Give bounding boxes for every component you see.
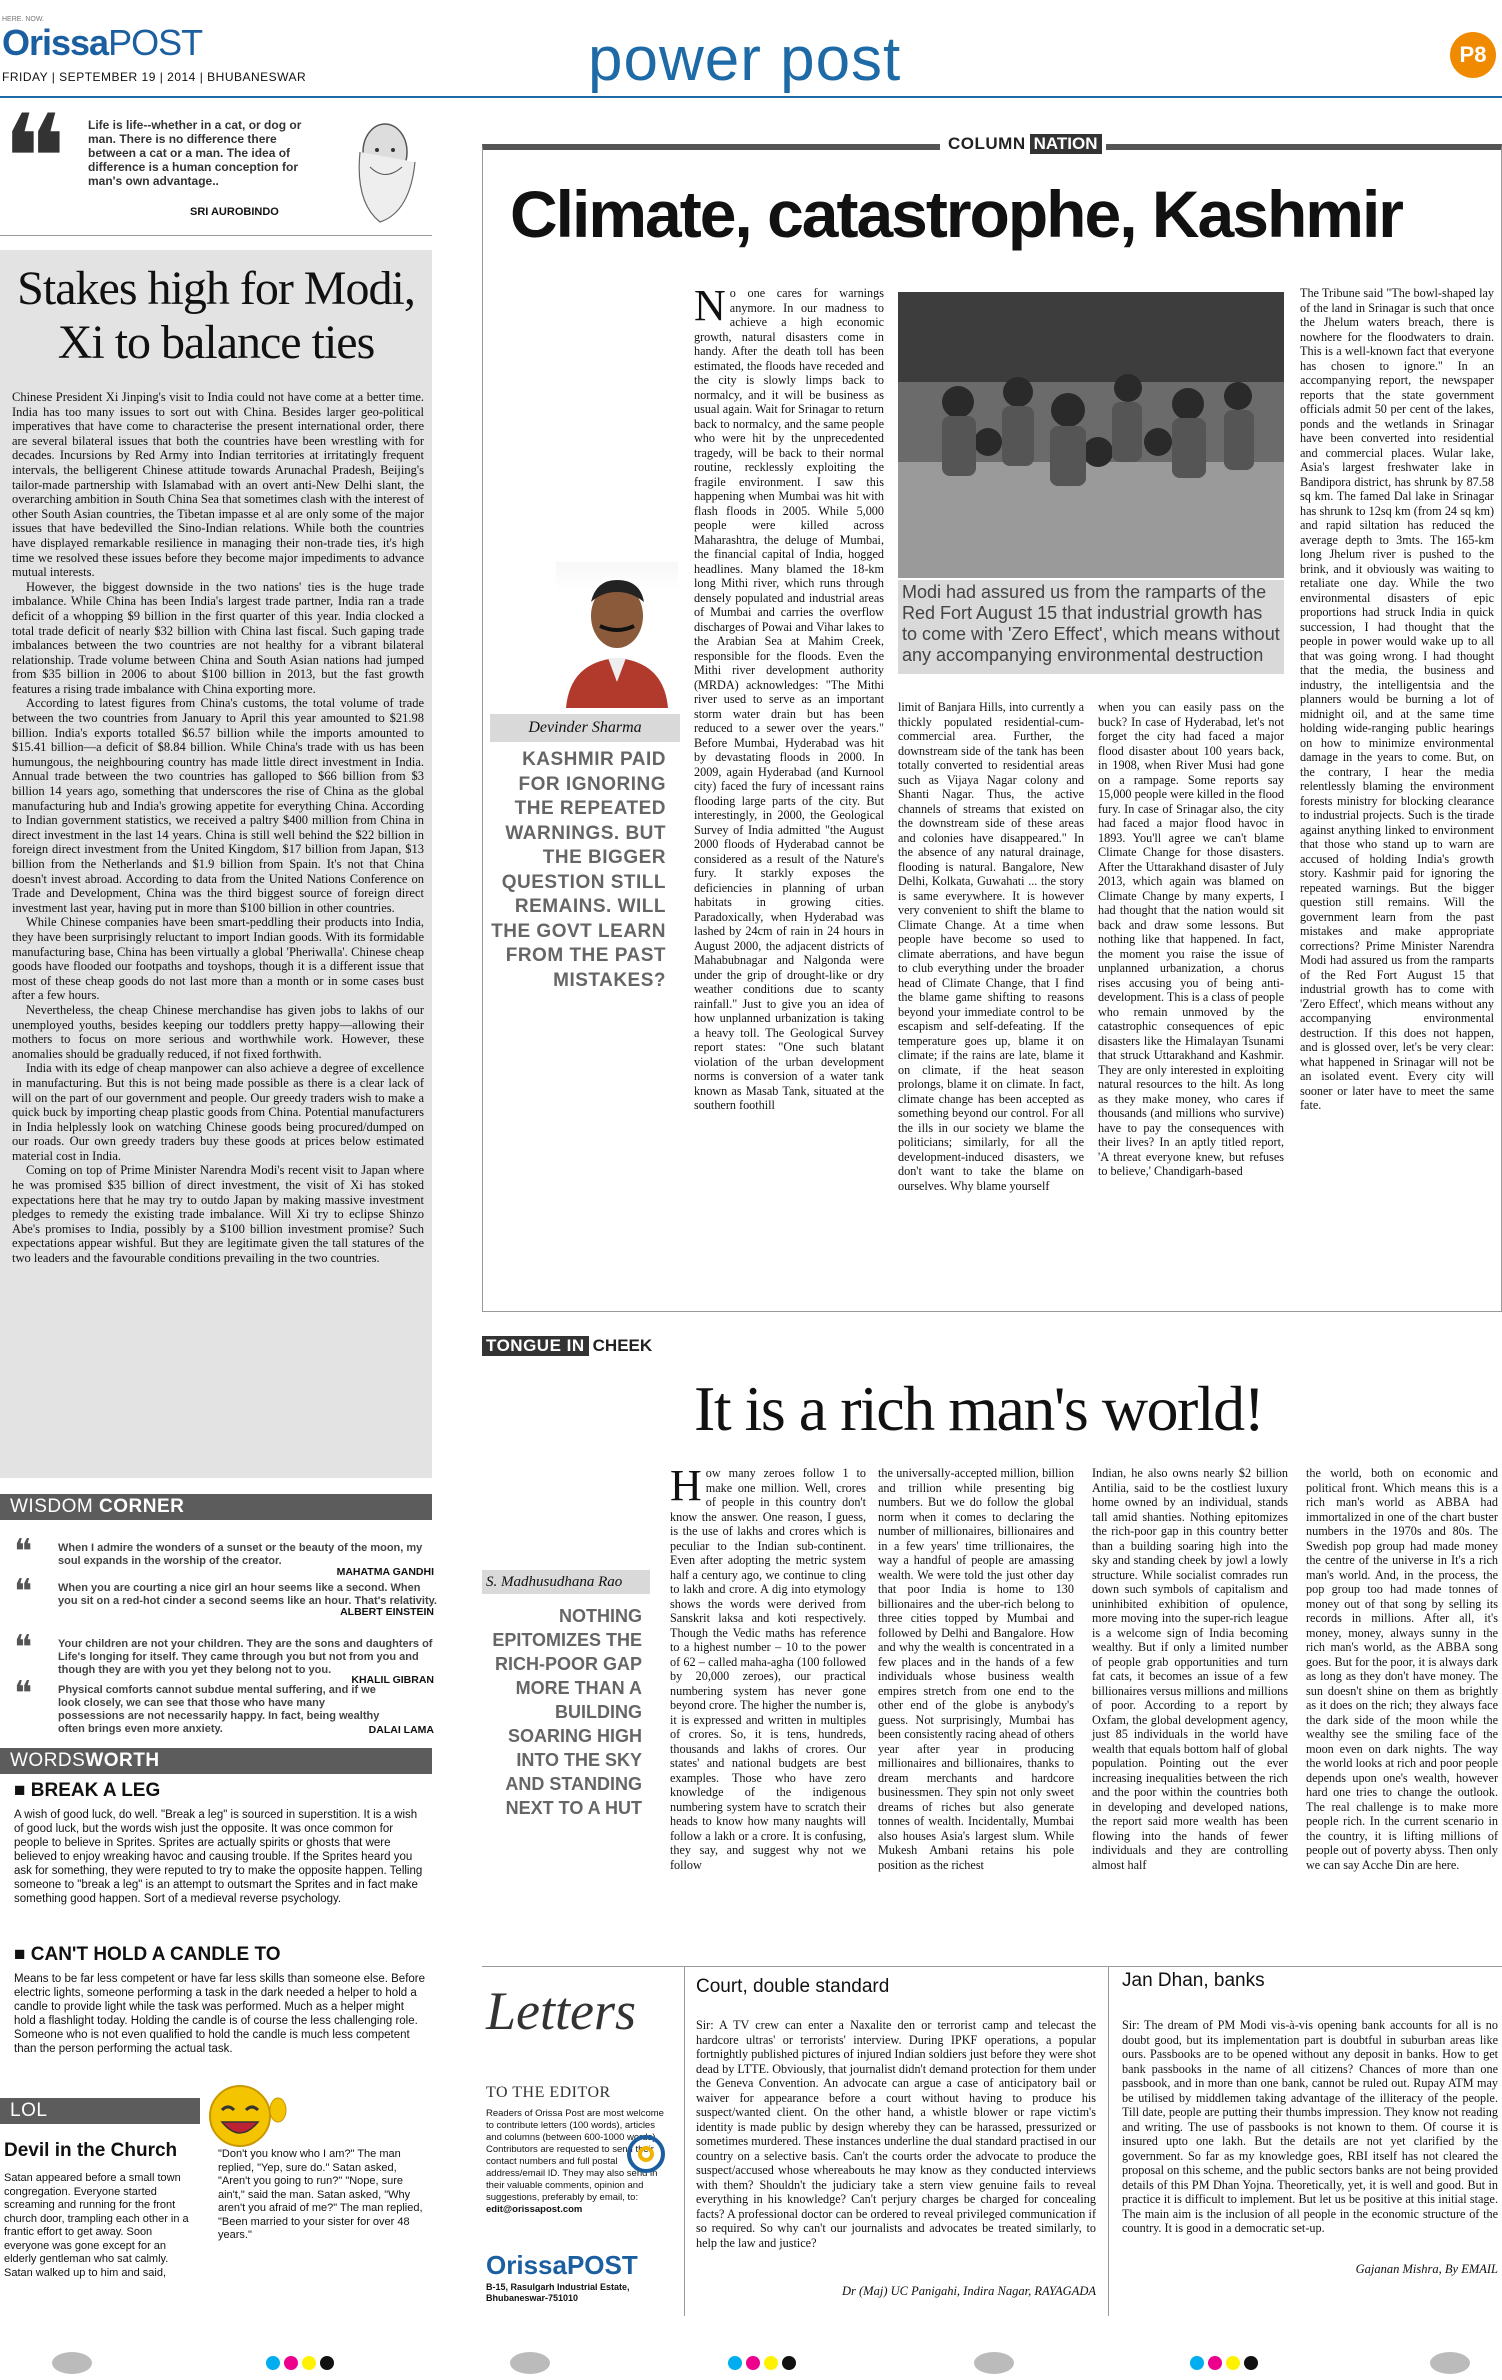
black-dot-icon xyxy=(320,2356,334,2370)
tag-light: TONGUE IN xyxy=(482,1336,589,1356)
registration-mark-icon xyxy=(1430,2352,1470,2374)
author-name: Devinder Sharma xyxy=(490,714,680,742)
cyan-dot-icon xyxy=(1190,2356,1204,2370)
article-column-3: when you can easily pass on the buck? In case of Hyderabad, let's not forget the city had faced a major flood disaster about 100 years back, in 1908, when River Musi had gone on a rampage. Some reports say 15,000 people were killed in the flood fury. In case of Srinagar also, the city had faced a major flood havoc in 1893. You'll agree we can't blame Climate Change for those disasters. After the Uttarakhand disaster of July 2013, which again was blamed on Climate Change by many experts, I had thought that the nation would sit back and draw some lessons. But nothing like that happened. In fact, the moment you raise the issue of unplanned urbanization, a chorus rises accusing you of being anti-development. This is a class of people who remain unmoved by the catastrophic consequences of epic disasters like the Himalayan Tsunami that struck Uttarakhand and Kashmir. They are only interested in exploiting natural resources to the hilt. As long as they make money, who cares if thousands (and millions who survive) have to pay the consequences with their lives? In an aptly titled report, 'A threat everyone knew, but refuses to believe,' Chandigarh-based xyxy=(1098,700,1284,1178)
wisdom-author: KHALIL GIBRAN xyxy=(351,1674,434,1686)
wordsworth-heading xyxy=(0,1748,432,1774)
letter-signature: Dr (Maj) UC Panigahi, Indira Nagar, RAYAGADA xyxy=(842,2284,1096,2298)
lead-editorial xyxy=(0,250,432,1478)
cyan-dot-icon xyxy=(266,2356,280,2370)
lead-paragraph: Coming on top of Prime Minister Narendra Modi's recent visit to Japan where he was promised $35 billion of direct investment, the visit of Xi has stoked expectations here that he may try to outdo Japan by making massive investment pledges to remedy the existing trade imbalance. Will Xi try to eclipse Shinzo Abe's promises to India, possibly by a $100 billion investment promise? Such expectations appear wishful. But they are legitimate given the tall statures of the two leaders and the favourable conditions prevailing in the two countries. xyxy=(12,1163,424,1266)
column-tag xyxy=(940,134,1106,158)
letter-body: Sir: The dream of PM Modi vis-à-vis opening bank accounts for all is no doubt good, but its implementation part is doubtful in suburban areas like ours. Passbooks are to be opened without any deposit in banks. How to get bank passbooks in the name of all citizens? Chances of more than one passbook, and in more than one bank, cannot be ruled out. Rupay ATM may be utilised by middlemen taking advantage of the illiteracy of the people. Till date, people are putting their thumbs impression. They know not reading and writing. The use of passbooks is not known to them. Of course it is insured upto one lakh. But the details are not yet clarified by the government. So far as my knowledge goes, RBI itself has not cleared the proposal on this scheme, and the public sectors banks are not being provided details of this PM Dhan Yojna. Theoretically, yet, it is well and good. But in practice it is difficult to implement. But let us be positive at this initial stage. The main aim is the inclusion of all people in the economic structure of the country. It is good in a democratic set-up. xyxy=(1122,2018,1498,2235)
black-dot-icon xyxy=(782,2356,796,2370)
phrase-title: ■ BREAK A LEG xyxy=(14,1780,161,1801)
heading-bold: WORTH xyxy=(85,1750,160,1771)
phrase-title-text: BREAK A LEG xyxy=(30,1780,161,1801)
logo-post: POST xyxy=(108,22,203,63)
column-text: o one cares for warnings anymore. In our madness to achieve a high economic growth, natural disasters come in handy. After the death toll has been estimated, the floods have receded and the city is slowly limps back to normalcy, and it will be business as usual again. Wait for Srinagar to return back to normalcy, and the same people who were hit by the unprecedented tragedy, will be back to their normal routine, recklessly exploiting the fragile environment. I saw this happening when Mumbai was hit with flash floods in 2005. While 5,000 people were killed across Maharashtra, the deluge of Mumbai, the financial capital of India, hogged headlines. Many blamed the 18-km long Mithi river, which runs through densely populated and industrial areas of Mumbai and carries the overflow discharges of Powai and Vihar lakes to the Arabian Sea at Mahim Creek, responsible for the floods. Even the Mithi river development authority (MRDA) acknowledges: "The Mithi river used to serve as an important storm water drain but has been reduced to a sewer over the years." Before Mumbai, Hyderabad was hit by devastating floods in 2000. In 2009, again Hyderabad (and Kurnool city) faced the fury of incessant rains flooding large parts of the city. But interestingly, in 2000, the Geological Survey of India admitted "the August 2000 floods of Hyderabad cannot be considered as a result of the Nature's fury. It starkly exposes the deficiencies in planning of urban habitats in growing cities. Paradoxically, when Hyderabad was lashed by 24cm of rain in 24 hours in August 2000, the adjacent districts of Mahabubnagar and Nalgonda were under the grip of drought-like or dry weather conditions due to scanty rainfall." Just to give you an idea of how unplanned urbanization is taking a heavy toll. The Geological Survey report states: "One such blatant violation of the urban development norms is conversion of a water tank known as Masab Tank, situated at the southern foothill xyxy=(694,286,885,1112)
tic-column-1: How many zeroes follow 1 to make one million. Well, crores of people in this country don't know the answer. One reason, I guess, is the use of lakhs and crores which is peculiar to the Indian sub-continent. Even after adopting the metric system half a century ago, we continue to cling to lakh and crore. A dig into etymology shows the words were derived from Sanskrit laksa and koti respectively. Though the Vedic maths has reference to a highest number – 10 to the power of 62 – called maha-agha (100 followed by 20,000 zeroes), our practical numbering system has never gone beyond crore. The higher the number is, it is expressed and written in multiples of crores. So, it is tens, hundreds, thousands and lakhs of crores. Our states' and national budgets are best examples. Those who have zero knowledge of the indigenous numbering system have to scratch their heads to know how many naughts will follow a lakh or a crore. It is confusing, they say, and suggest why not we follow xyxy=(670,1461,866,1872)
wisdom-author: MAHATMA GANDHI xyxy=(336,1566,434,1578)
pull-quote: KASHMIR PAID FOR IGNORING THE REPEATED WARNINGS. BUT THE BIGGER QUESTION STILL REMAINS. WILL THE GOVT LEARN FROM THE PAST MISTAKES? xyxy=(491,749,666,991)
letter-signature: Gajanan Mishra, By EMAIL xyxy=(1355,2262,1498,2276)
at-sign-icon xyxy=(624,2134,668,2174)
tic-pull-quote: NOTHING EPITOMIZES THE RICH-POOR GAP MORE THAN A BUILDING SOARING HIGH INTO THE SKY AND STANDING NEXT TO A HUT xyxy=(492,1606,642,1818)
main-headline: Climate, catastrophe, Kashmir xyxy=(510,177,1402,251)
quote-text: Life is life--whether in a cat, or dog or man. There is no difference there between a cat or a man. The idea of difference is a human conception for man's own advantage.. xyxy=(88,118,302,188)
tag-bold: NATION xyxy=(1030,134,1102,154)
author-photo xyxy=(556,562,678,708)
joke-text-right: "Don't you know who I am?" The man replied, "Yep, sure do." Satan asked, "Aren't you going to run?" "Nope, sure ain't," said the man. Satan asked, "Why aren't you afraid of me?" The man replied, "Been married to your sister for over 48 years." xyxy=(218,2148,423,2241)
quote-mark-icon: ❝ xyxy=(14,1534,33,1571)
laughing-emoji-icon xyxy=(200,2080,290,2150)
tic-column-4: the world, both on economic and political front. Which means this is a rich man's world as ABBA had immortalized in one of the chart buster numbers in the 1970s and 80s. The Swedish pop group had made money the centre of the universe in It's a rich man's world. And, in the process, the pop group too had made tonnes of money out of that song by selling its records in millions. After all, it's money, money, always sunny in the rich man's world, as the ABBA song goes. But for the poor, it is always dark as long as they don't have money. The sun doesn't shine on them as brightly as it does on the rich; they always face the dark side of the moon while the wealthy see the smiling face of the moon even on dark nights. The way the world looks at rich and poor people depends upon one's wealth, however hard one tries to change the outlook. The real challenge is to make more people rich. In the current scenario in the country, it is lifting millions of people out of poverty abyss. Then only we can say Acche Din are here. xyxy=(1306,1466,1498,1872)
yellow-dot-icon xyxy=(1226,2356,1240,2370)
dateline: FRIDAY | SEPTEMBER 19 | 2014 | BHUBANESWAR xyxy=(2,70,307,84)
heading-bold: CORNER xyxy=(99,1496,185,1517)
orissapost-logo[interactable] xyxy=(2,22,202,64)
black-dot-icon xyxy=(1244,2356,1258,2370)
magenta-dot-icon xyxy=(746,2356,760,2370)
wisdom-corner-heading xyxy=(0,1494,432,1520)
yellow-dot-icon xyxy=(302,2356,316,2370)
tag-light: COLUMN xyxy=(944,134,1030,154)
registration-mark-icon xyxy=(510,2352,550,2374)
lead-paragraph: However, the biggest downside in the two nations' ties is the huge trade imbalance. While China has been India's largest trade partner, India ran a trade deficit of a whopping $9 billion in the first quarter of this year. India clocked a total trade deficit of nearly $32 billion with China last fiscal. Such gaping trade imbalances between the two countries are not healthy for a vibrant bilateral relationship. Trade volume between China and South Asian nations had jumped from $35 billion in 2006 to about $100 billion in 2013, but the fast growth features a rising trade imbalance with China exporting more. xyxy=(12,579,424,696)
wisdom-text: Your children are not your children. They are the sons and daughters of Life's longing for itself. They came through you but not from you and though they are with you yet they belong not to you. xyxy=(58,1638,433,1676)
logo-tagline: HERE. NOW. xyxy=(2,16,45,23)
lead-paragraph: While Chinese companies have been smart-peddling their products into India, they have been surprisingly reluctant to import Indian goods. With its formidable manufacturing base, China has been virtually a global 'Pheriwalla'. Chinese cheap goods have flooded our footpaths and toyshops, though it is a different issue that most of these cheap goods do not last more than a month or in some cases bust after a few hours. xyxy=(12,915,424,1003)
registration-mark-icon xyxy=(52,2352,92,2374)
tic-author-name: S. Madhusudhana Rao xyxy=(482,1570,650,1594)
lead-body xyxy=(12,390,424,1266)
tic-headline: It is a rich man's world! xyxy=(694,1373,1264,1444)
wisdom-quote xyxy=(14,1676,434,1740)
phrase-body: A wish of good luck, do well. "Break a leg" is sourced in superstition. It is a wish of good luck, but the words wish just the opposite. It was once common for people to believe in Sprites. Sprites are actually spirits or ghosts that were believed to enjoy wreaking havoc and causing trouble. If the Sprites heard you ask for something, they were reputed to try to make the opposite happen. Telling someone to "break a leg" is an attempt to outsmart the Sprites and in fact make something good happen. Sort of a medieval reverse psychology. xyxy=(14,1809,423,1905)
letters-subtitle: TO THE EDITOR xyxy=(486,2084,611,2101)
wisdom-author: DALAI LAMA xyxy=(368,1724,434,1736)
quote-of-day xyxy=(0,90,432,236)
quote-mark-icon: ❝ xyxy=(2,90,67,229)
quote-mark-icon: ❝ xyxy=(14,1676,33,1713)
magenta-dot-icon xyxy=(1208,2356,1222,2370)
print-registration-marks xyxy=(0,2344,1502,2380)
letters-logo: OrissaPOST xyxy=(486,2250,638,2280)
article-column-2: limit of Banjara Hills, into currently a thickly populated residential-cum-commercial area. Further, the downstream side of the tank has been totally converted to residential areas such as Vijaya Nagar colony and Shanti Nagar. Thus, the active channels of streams that existed on the downstream side of these areas and colonies have disappeared." In the absence of any natural drainage, flooding is natural. Bangalore, New Delhi, Kolkata, Guwahati ... the story is same everywhere. It is however very convenient to shift the blame to Climate Change. At a time when people have become so used to climate aberrations, and have begun to club everything under the broader head of Climate Change, that I find the blame game shifting to reasons beyond your immediate control to be escapism and self-defeating. If the temperature goes up, blame it on climate; if the rains are late, blame it on climate, if the heat season prolongs, blame it on climate. In fact, climate change has been accepted as something beyond our control. For all the ills in our society we blame the politicians; similarly, for all the development-induced disasters, we don't want to take the blame on ourselves. Why blame yourself xyxy=(898,700,1084,1193)
wisdom-quote xyxy=(14,1574,437,1634)
wisdom-quote xyxy=(14,1534,434,1578)
logo-orissa: Orissa xyxy=(2,22,109,63)
letter-heading: Jan Dhan, banks xyxy=(1122,1970,1265,1991)
letter-body: Sir: A TV crew can enter a Naxalite den or terrorist camp and telecast the hardcore ultras' or terrorists' interview. During IPKF operations, a popular fortnightly published pictures of injured Indian soldiers just before they were shot dead by LTTE. Obviously, that journalist didn't demand protection for them under the Geneva Convention. An advocate can argue a case of anticipatory bail or waiver for appearance before a court without having to produce his suspect/wanted client. On the other hand, a whistle blower or rape victim's identity is made public by design whereby they can be harassed, pressurized or sometimes murdered. These instances underline the dual standard practised in our country on a selective basis. Can't the courts order the advocate to produce the suspect/accused whose whereabouts he may know as they conducted interviews with them? Shouldn't the judiciary take a stern view genuine fails to reveal everything in his knowledge? Can't perjury charges be charged for concealing facts? A professional doctor can be ordered to reveal privileged communication if so required. So why can't our journalists and advocates be treated similarly, to help the law and justice? xyxy=(696,2018,1096,2250)
section-title: power post xyxy=(588,25,902,94)
magenta-dot-icon xyxy=(284,2356,298,2370)
letter-heading: Court, double standard xyxy=(696,1976,890,1997)
letters-address: B-15, Rasulgarh Industrial Estate, Bhubaneswar-751010 xyxy=(486,2282,630,2303)
lead-paragraph: Nevertheless, the cheap Chinese merchandise has given jobs to lakhs of our unemployed youths, besides keeping our toddlers pretty happy—allowing their mothers to focus on more serious and worthwhile work. However, these anomalies should be gradually reduced, if not fixed forthwith. xyxy=(12,1002,424,1061)
letters-divider xyxy=(684,1966,685,2316)
portrait-illustration-icon xyxy=(330,112,430,228)
letters-title: Letters xyxy=(486,1981,637,2041)
phrase-title: ■ CAN'T HOLD A CANDLE TO xyxy=(14,1944,281,1965)
article-column-1: No one cares for warnings anymore. In our madness to achieve a high economic growth, natural disasters come in handy. After the death toll has been estimated, the floods have receded and the city is slowly limps back to normalcy, and it will be business as usual again. Wait for Srinagar to return back to normalcy, and the same people who were hit by the unprecedented tragedy, will be back to their normal routine, recklessly exploiting the fragile environment. I saw this happening when Mumbai was hit with flash floods in 2005. While 5,000 people were killed across Maharashtra, the deluge of Mumbai, the financial capital of India, hogged headlines. Many blamed the 18-km long Mithi river, which runs through densely populated and industrial areas of Mumbai and carries the overflow discharges of Powai and Vihar lakes to the Arabian Sea at Mahim Creek, responsible for the floods. Even the Mithi river development authority (MRDA) acknowledges: "The Mithi river used to serve as an important storm water drain but has been reduced to a sewer over the years." Before Mumbai, Hyderabad was hit by devastating floods in 2000. In 2009, again Hyderabad (and Kurnool city) faced the fury of incessant rains flooding large parts of the city. But interestingly, in 2000, the Geological Survey of India admitted "the August 2000 floods of Hyderabad cannot be considered as a result of the Nature's fury. It starkly exposes the deficiencies in planning of urban habitats in growing cities. Paradoxically, when Hyderabad was lashed by 24cm of rain in 24 hours in August 2000, the adjacent districts of Mahabubnagar and Nalgonda were under the grip of drought-like or dry weather conditions due to scanty rainfall." Just to give you an idea of how unplanned urbanization is taking a heavy toll. The Geological Survey report states: "One such blatant violation of the urban development norms is conversion of a water tank known as Masab Tank, situated at the southern foothill xyxy=(694,281,885,1112)
quote-author: SRI AUROBINDO xyxy=(190,206,279,218)
joke-title: Devil in the Church xyxy=(4,2140,178,2161)
registration-mark-icon xyxy=(974,2352,1014,2374)
wisdom-text: When you are courting a nice girl an hour seems like a second. When you sit on a red-hot cinder a second seems like an hour. That's relativity. xyxy=(58,1582,437,1607)
tic-column-2: the universally-accepted million, billion and trillion while presenting big numbers. But we do follow the global norm when it comes to declaring the number of millionaires, billionaires and in a few years' time trillionaires, the way a handful of people are amassing wealth. We were told the just other day that poor India is home to 130 billionaires and the uber-rich belong to three cities topped by Mumbai and followed by Delhi and Bangalore. How and why the wealth is concentrated in a few places and in the hands of a few individuals whose business wealth empires stretch from one end to the other end of the globe is anybody's guess. Not surprisingly, Mumbai has been consistently racing ahead of others year after year in producing millionaires and billionaires, thanks to dream merchants and hardcore businessmen. They spin not only sweet dreams of riches but also generate tonnes of wealth. Incidentally, Mumbai also houses Asia's largest slum. While Mukesh Ambani retains his pole position as the richest xyxy=(878,1466,1074,1872)
lol-heading: LOL xyxy=(0,2098,200,2124)
wisdom-text: Physical comforts cannot subdue mental suffering, and if we look closely, we can see that those who have many possessions are not necessarily happy. In fact, being wealthy often brings even more anxiety. xyxy=(58,1684,380,1735)
page-number-badge: P8 xyxy=(1450,32,1496,78)
letters-email-link[interactable]: edit@orissapost.com xyxy=(486,2204,583,2215)
column-text: ow many zeroes follow 1 to make one million. Well, crores of people in this country don't know the answer. One reason, I guess, is the use of lakhs and crores which is peculiar to the Indian sub-continent. Even after adopting the metric system half a century ago, we continue to cling to lakh and crore. A dig into etymology shows the words were derived from Sanskrit laksa and koti respectively. Though the Vedic maths has reference to a highest number – 10 to the power of 62 – called maha-agha (100 followed by 20,000 zeroes), our practical numbering system has never gone beyond crore. The higher the number is, it is expressed and written in multiples of crores. So, it is tens, hundreds, thousands and lakhs of crores. Our states' and national budgets are best examples. Those who have zero knowledge of the indigenous numbering system have to scratch their heads to know how many naughts will follow a lakh or a crore. It is confusing, they say, and suggest why not we follow xyxy=(670,1466,866,1872)
wisdom-author: ALBERT EINSTEIN xyxy=(340,1606,434,1618)
heading-light: WORDS xyxy=(10,1750,86,1771)
tic-column-3: Indian, he also owns nearly $2 billion Antilia, said to be the costliest luxury home owned by an individual, stands tall amid shanties. Nothing epitomizes the rich-poor gap in this country better than a building soaring high into the sky and standing cheek by jowl a lowly structure. While socialist comrades run down such symbols of capitalism and uninhibited exhibition of opulence, more moving into the super-rich league is a welcome sign of India becoming wealthy. But if only a limited number of people grab opportunities and turn fat cats, it becomes an issue of a few billionaires versus millions and millions of poor. According to a report by Oxfam, the global development agency, just 85 individuals in the world have wealth that equals bottom half of global population. Pointing out the ever increasing inequalities between the rich and the poor within the countries both in developing and developed nations, the report said more wealth has been flowing into the hands of fewer individuals and they are controlling almost half xyxy=(1092,1466,1288,1872)
wisdom-text: When I admire the wonders of a sunset or the beauty of the moon, my soul expands in the worship of the creator. xyxy=(58,1542,423,1567)
quote-mark-icon: ❝ xyxy=(14,1630,33,1667)
heading-light: WISDOM xyxy=(10,1496,94,1517)
lead-headline: Stakes high for Modi, Xi to balance ties xyxy=(17,262,415,369)
lead-paragraph: India with its edge of cheap manpower can also achieve a degree of excellence in manufacturing. But this is not being made possible as there is a clear lack of will on the part of our government and people. Our greedy traders wish to make a quick buck by importing cheap plastic goods from China. Potential manufacturers in India helplessly look on watching Chinese goods being procured/dumped on our roads. Our own greedy traders buy these goods at prices below estimated material cost in India. xyxy=(12,1061,424,1163)
lead-paragraph: According to latest figures from China's customs, the total volume of trade between the two countries from January to April this year amounted to $21.98 billion. India's exports totalled $6.57 billion while the imports amounted to $15.41 billion—a deficit of $8.84 billion. While China's trade with us has been humungous, the neighbouring country has made little direct investment in India. Annual trade between the two countries has galloped to $66 billion from $3 billion 14 years ago, something that underscores the rise of China as the global manufacturing hub and India's growing appetite for everything China. According to Indian government statistics, we received a paltry $400 million from China in direct investment in the last 14 years. China is still well behind the $22 billion in foreign direct investment from the United Kingdom, $17 billion from Japan, $13 billion from the Netherlands and $1.9 billion from Spain. It's not that China doesn't invest abroad. According to data from the United Nations Conference on Trade and Development, China was the third biggest source of foreign direct investment last year, having put in more than $100 billion in other countries. xyxy=(12,696,424,915)
flood-photo xyxy=(898,292,1284,578)
article-column-4: The Tribune said "The bowl-shaped lay of the land in Srinagar is such that once the Jhelum waters breach, there is nowhere for the floodwaters to drain. This is a well-known fact that everyone has chosen to ignore." In an accompanying report, the newspaper reports that the state government officials admit 50 per cent of the lakes, ponds and the wetlands in Srinagar have been converted into residential and commercial places. Wular lake, Asia's largest freshwater lake in Bandipora district, has shrunk by 87.58 sq km. The famed Dal lake in Srinagar has shrunk to 12sq km (from 24 sq km) and rapid siltation has reduced the average depth to 3mts. The 165-km long Jhelum river is pushed to the brink, and it obviously was waiting to retaliate one day. While the two environmental disasters of epic proportions had struck India in quick succession, I had thought that the people in power would wake up to all that was going wrong. I had thought that the media, the business and industry, the intelligentsia and the planners would be burning a lot of midnight oil, and at the same time holding wide-ranging public hearings on how to minimize environmental damage in the years to come. But, on the contrary, I hear the media relentlessly blaming the environment forests ministry for blocking clearance to industrial projects. Such is the tirade against anything linked to environment that those who stand up to warn are accused of holding India's growth story. Kashmir paid for ignoring the repeated warnings. But the bigger question still remains. Will the government learn from the past mistakes and make appropriate corrections? Prime Minister Narendra Modi had assured us from the ramparts of the Red Fort August 15 that industrial growth has to come with 'Zero Effect', which means without any accompanying environmental destruction. If this does not happen, and is glossed over, let's be very clear: what happened in Srinagar will not be an isolated event. Every city will sooner or later have to meet the same fate. xyxy=(1300,286,1494,1112)
quote-mark-icon: ❝ xyxy=(14,1574,33,1611)
phrase-title-text: CAN'T HOLD A CANDLE TO xyxy=(30,1944,281,1965)
joke-text-left: Satan appeared before a small town congregation. Everyone started screaming and running for the front church door, trampling each other in a frantic effort to get away. Soon everyone was gone except for an elderly gentleman who sat calmly. Satan walked up to him and said, xyxy=(4,2172,189,2279)
phrase-body: Means to be far less competent or have far less skills than someone else. Before electric lights, someone performing a task in the dark needed a helper to hold a candle to provide light while the task was performed. Much as a helper might hold a flashlight today. Holding the candle is of course the less challenging role. Someone who is not even qualified to hold the candle is much less competent than the person performing the actual task. xyxy=(14,1973,426,2055)
cyan-dot-icon xyxy=(728,2356,742,2370)
lead-paragraph: Chinese President Xi Jinping's visit to India could not have come at a better time. India has too many issues to sort out with China. Besides larger geo-political imperatives that have come to characterise the present international order, there are several bilateral issues that both the countries have been wrestling with for decades. Incursions by Red Army into Indian territories at irritatingly frequent intervals, the belligerent Chinese attitude towards Arunachal Pradesh, Beijing's tailor-made partnership with Islamabad with an overt anti-New Delhi slant, the overarching ambition in South China Sea that sometimes clash with the interest of other South Asian countries, the Tibetan impasse et al are only some of the major issues that have bedevilled the Sino-Indian relations. While both the countries have displayed remarkable resilience in managing their non-trade ties, it's high time we resolved these issues before they become major impediments to advance mutual interests. xyxy=(12,390,424,580)
tongue-in-cheek-tag xyxy=(482,1336,656,1356)
photo-caption: Modi had assured us from the ramparts of the Red Fort August 15 that industrial growth has to come with 'Zero Effect', which means without any accompanying environmental destruction xyxy=(898,580,1284,674)
letters-divider xyxy=(1108,1966,1109,2316)
letters-info-text: Readers of Orissa Post are most welcome to contribute letters (100 words), articles and columns (between 600-1000 words). Contributors are requested to send their contact numbers and full postal address/email ID. They may also send in their valuable comments, opinion and suggestions, preferably by email, to: xyxy=(486,2108,664,2203)
tag-bold: CHEEK xyxy=(589,1336,657,1356)
yellow-dot-icon xyxy=(764,2356,778,2370)
